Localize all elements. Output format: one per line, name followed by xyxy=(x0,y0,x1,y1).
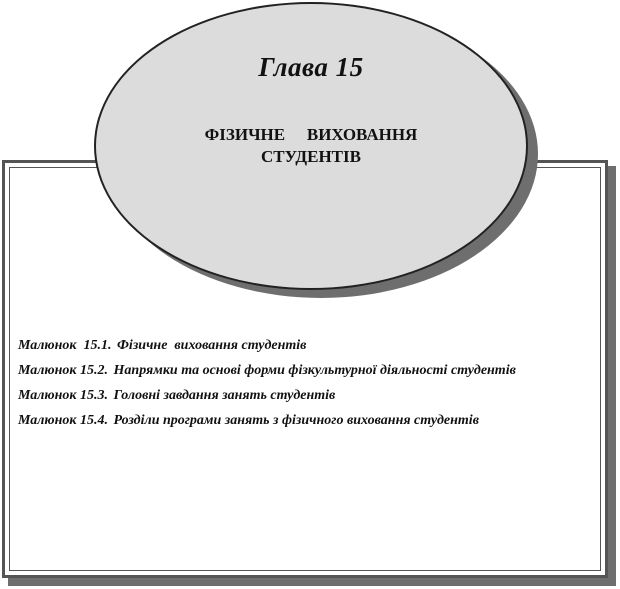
figure-item xyxy=(18,334,608,358)
figure-label: Малюнок 15.1. xyxy=(18,338,112,353)
figure-caption: Головні завдання занять студентів xyxy=(113,388,336,403)
chapter-subtitle-line-1: ФІЗИЧНЕ ВИХОВАННЯ xyxy=(204,125,418,144)
figure-label: Малюнок 15.4. xyxy=(18,413,109,428)
figure-caption: Розділи програми занять з фізичного виховання студентів xyxy=(113,413,479,428)
figure-list xyxy=(18,334,608,434)
figure-item xyxy=(18,384,608,408)
chapter-title: Глава 15 xyxy=(258,52,364,82)
figure-label: Малюнок 15.2. xyxy=(18,363,109,378)
figure-item xyxy=(18,359,608,383)
chapter-subtitle-line-2: СТУДЕНТІВ xyxy=(261,147,361,166)
figure-item xyxy=(18,409,608,433)
figure-caption: Фізичне виховання студентів xyxy=(117,338,307,353)
figure-label: Малюнок 15.3. xyxy=(18,388,109,403)
chapter-subtitle xyxy=(94,124,528,168)
figure-caption: Напрямки та основі форми фізкультурної діяльності студентів xyxy=(113,363,516,378)
